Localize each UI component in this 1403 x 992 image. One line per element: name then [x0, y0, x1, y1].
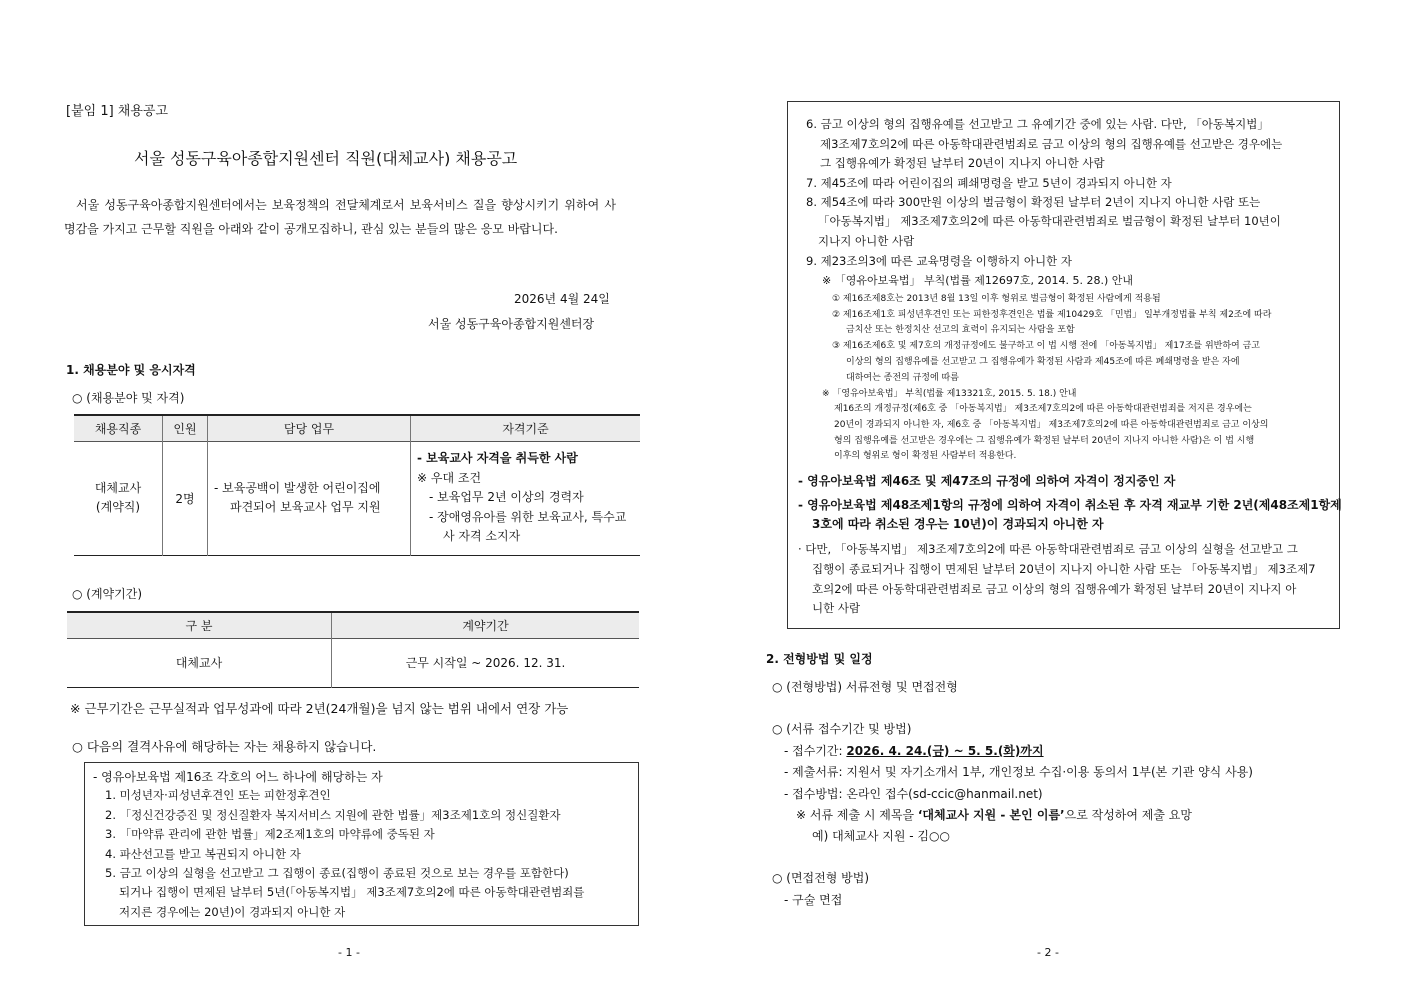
qual-line: - 보육교사 자격을 취득한 사람 [417, 451, 578, 466]
subject-pre: ※ 서류 제출 시 제목을 [796, 808, 918, 822]
th-period: 계약기간 [332, 612, 640, 638]
bullet-article-48-cont: 3호에 따라 취소된 경우는 10년)이 경과되지 아니한 자 [812, 517, 1104, 531]
contract-subheading: ○ (계약기간) [72, 587, 143, 601]
qual-line: - 장애영유아를 위한 보육교사, 특수교 [429, 509, 627, 524]
contract-period: 근무 시작일 ~ 2026. 12. 31. [405, 656, 566, 670]
annex2-line: 이후의 형위로 형이 확정된 사람부터 적용한다. [834, 451, 1017, 461]
contract-category: 대체교사 [67, 638, 332, 687]
box-line: 지나지 아니한 사람 [818, 234, 915, 248]
extension-note: ※ 근무기간은 근무실적과 업무성과에 따라 2년(24개월)을 넘지 않는 범위 내에서 연장 가능 [70, 701, 569, 716]
box-line: 9. 제23조의3에 따른 교육명령을 이행하지 아니한 자 [806, 254, 1072, 268]
disqual-item: 되거나 집행이 면제된 날부터 5년(「아동복지법」 제3조제7호의2에 따른 아동학대관련범죄를 [119, 885, 585, 899]
period-label: - 접수기간: [784, 744, 847, 758]
disqual-item: 4. 파산선고를 받고 복권되지 아니한 자 [105, 847, 301, 861]
disqual-item: 3. 「마약류 관리에 관한 법률」제2조제1호의 마약류에 중독된 자 [105, 827, 435, 841]
period-value: 2026. 4. 24.(금) ~ 5. 5.(화)까지 [846, 744, 1044, 758]
duty-line: - 보육공백이 발생한 어린이집에 [214, 481, 381, 495]
interview-line: - 구술 면접 [784, 893, 843, 907]
field-table [74, 414, 640, 556]
disqual-box-continued [787, 101, 1340, 629]
qual-line: 사 자격 소지자 [443, 529, 521, 544]
annex1-item: ③ 제16조제6호 및 제7호의 개정규정에도 불구하고 이 법 시행 전에 「아동복지법」 제17조를 위반하여 금고 [832, 341, 1260, 351]
submission-method: - 접수방법: 온라인 접수(sd-ccic@hanmail.net) [784, 787, 1043, 801]
qual-line: - 보육업무 2년 이상의 경력자 [429, 490, 584, 505]
subject-note [796, 806, 1192, 823]
annex2-title: ※ 「영유아보육법」 부칙(법률 제13321호, 2015. 5. 18.) 안내 [822, 389, 1077, 399]
period-row [784, 742, 1044, 759]
intro-paragraph: 서울 성동구육아종합지원센터에서는 보육정책의 전달체계로서 보육서비스 질을 향상시키기 위하여 사명감을 가지고 근무할 직원을 아래와 같이 공개모집하니, 관심 있는 분들의 많은 응모 바랍니다. [64, 198, 616, 236]
notice-signer: 서울 성동구육아종합지원센터장 [428, 317, 595, 331]
box-line: 7. 제45조에 따라 어린이집의 폐쇄명령을 받고 5년이 경과되지 아니한 자 [806, 176, 1172, 190]
qual-line: ※ 우대 조건 [417, 470, 482, 485]
annex1-item: 이상의 형의 집행유예를 선고받고 그 집행유예가 확정된 사람과 제45조에 따른 폐쇄명령을 받은 자에 [846, 357, 1240, 367]
subject-format: ‘대체교사 지원 - 본인 이름’ [917, 808, 1065, 822]
attachment-label: [붙임 1] 채용공고 [66, 104, 169, 119]
page-number-2: - 2 - [1037, 946, 1059, 959]
notice-date: 2026년 4월 24일 [514, 292, 610, 306]
job-cell [74, 441, 163, 555]
disqual-heading: ○ 다음의 결격사유에 해당하는 자는 채용하지 않습니다. [72, 739, 377, 754]
box-line: 제3조제7호의2에 따른 아동학대관련범죄로 금고 이상의 형의 집행유예를 선고받은 경우에는 [820, 137, 1283, 151]
box-line: 그 집행유예가 확정된 날부터 20년이 지나지 아니한 사람 [820, 156, 1105, 170]
th-category: 구 분 [67, 612, 332, 638]
annex1-title: ※ 「영유아보육법」 부칙(법률 제12697호, 2014. 5. 28.) 안내 [822, 274, 1134, 287]
duty-cell [208, 441, 411, 555]
duty-line: 파견되어 보육교사 업무 지원 [230, 500, 381, 514]
th-duty: 담당 업무 [208, 415, 411, 441]
annex1-item: ② 제16조제1호 피성년후견인 또는 피한정후견인은 법률 제10429호 「민법」 일부개정법률 부칙 제2조에 따라 [832, 310, 1272, 320]
job-type: (계약직) [95, 500, 141, 514]
annex2-line: 20년이 경과되지 아니한 자, 제6호 중 「아동복지법」 제3조제7호의2에 따른 아동학대관련범죄로 금고 이상의 [834, 420, 1269, 430]
proviso-line: 호의2에 따른 아동학대관련범죄로 금고 이상의 형의 집행유예가 확정된 날부터 20년이 지나지 아 [812, 582, 1297, 596]
contract-table [67, 611, 639, 688]
page-number-1: - 1 - [338, 946, 360, 959]
method-value: 서류전형 및 면접전형 [845, 680, 958, 694]
proviso-line: 집행이 종료되거나 집행이 면제된 날부터 20년이 지나지 아니한 사람 또는 「아동복지법」 제3조제7 [812, 562, 1316, 576]
qual-cell [411, 441, 641, 555]
disqual-item: 2. 「정신건강증진 및 정신질환자 복지서비스 지원에 관한 법률」제3조제1호의 정신질환자 [105, 808, 561, 822]
count-cell: 2명 [163, 441, 208, 555]
box-line: 8. 제54조에 따라 300만원 이상의 벌금형이 확정된 날부터 2년이 지나지 아니한 사람 또는 [806, 195, 1261, 209]
method-label: ○ (전형방법) [772, 680, 843, 694]
disqual-item: 1. 미성년자·피성년후견인 또는 피한정후견인 [105, 788, 331, 802]
field-subheading: ○ (채용분야 및 자격) [72, 391, 185, 405]
bullet-article-48: - 영유아보육법 제48조제1항의 규정에 의하여 자격이 취소된 후 자격 재교부 기한 2년(제48조제1항제 [798, 498, 1342, 512]
disqual-item: 저지른 경우에는 20년)이 경과되지 아니한 자 [119, 905, 346, 919]
proviso-line: · 다만, 「아동복지법」 제3조제7호의2에 따른 아동학대관련범죄로 금고 이상의 실형을 선고받고 그 [798, 542, 1298, 556]
disqual-item: 5. 금고 이상의 실형을 선고받고 그 집행이 종료(집행이 종료된 것으로 보는 경우를 포함한다) [105, 866, 569, 880]
th-count: 인원 [163, 415, 208, 441]
disqual-box [84, 762, 639, 926]
annex2-line: 형의 집행유예를 선고받은 경우에는 그 집행유예가 확정된 날부터 20년이 지나지 아니한 사람)은 이 법 시행 [834, 436, 1255, 446]
disqual-lead: - 영유아보육법 제16조 각호의 어느 하나에 해당하는 자 [93, 770, 383, 784]
page-title: 서울 성동구육아종합지원센터 직원(대체교사) 채용공고 [134, 149, 518, 168]
method-row [772, 678, 958, 695]
annex2-line: 제16조의 개정규정(제6호 중 「아동복지법」 제3조제7호의2에 따른 아동학대관련범죄를 저지른 경우에는 [834, 404, 1252, 414]
th-job: 채용직종 [74, 415, 163, 441]
th-qual: 자격기준 [411, 415, 641, 441]
box-line: 「아동복지법」 제3조제7호의2에 따른 아동학대관련범죄로 벌금형이 확정된 날부터 10년이 [818, 214, 1281, 228]
interview-heading: ○ (면접전형 방법) [772, 871, 870, 885]
subject-post: 으로 작성하여 제출 요망 [1064, 808, 1192, 822]
section2-heading: 2. 전형방법 및 일정 [766, 652, 873, 666]
proviso-line: 니한 사람 [812, 601, 861, 615]
doc-heading: ○ (서류 접수기간 및 방법) [772, 722, 912, 736]
subject-example: 예) 대체교사 지원 - 김○○ [812, 829, 950, 843]
annex1-item: ① 제16조제8호는 2013년 8월 13일 이후 형위로 벌금형이 확정된 사람에게 적용됨 [832, 294, 1161, 304]
bullet-article-46-47: - 영유아보육법 제46조 및 제47조의 규정에 의하여 자격이 정지중인 자 [798, 474, 1176, 488]
box-line: 6. 금고 이상의 형의 집행유예를 선고받고 그 유예기간 중에 있는 사람. 다만, 「아동복지법」 [806, 117, 1269, 131]
job-name: 대체교사 [94, 481, 142, 495]
annex1-item: 대하여는 종전의 규정에 따름 [846, 373, 959, 383]
docs-line: - 제출서류: 지원서 및 자기소개서 1부, 개인정보 수집·이용 동의서 1부(본 기관 양식 사용) [784, 765, 1253, 779]
annex1-item: 금치산 또는 한정치산 선고의 효력이 유지되는 사람을 포함 [846, 325, 1075, 335]
section1-heading: 1. 채용분야 및 응시자격 [66, 363, 196, 377]
